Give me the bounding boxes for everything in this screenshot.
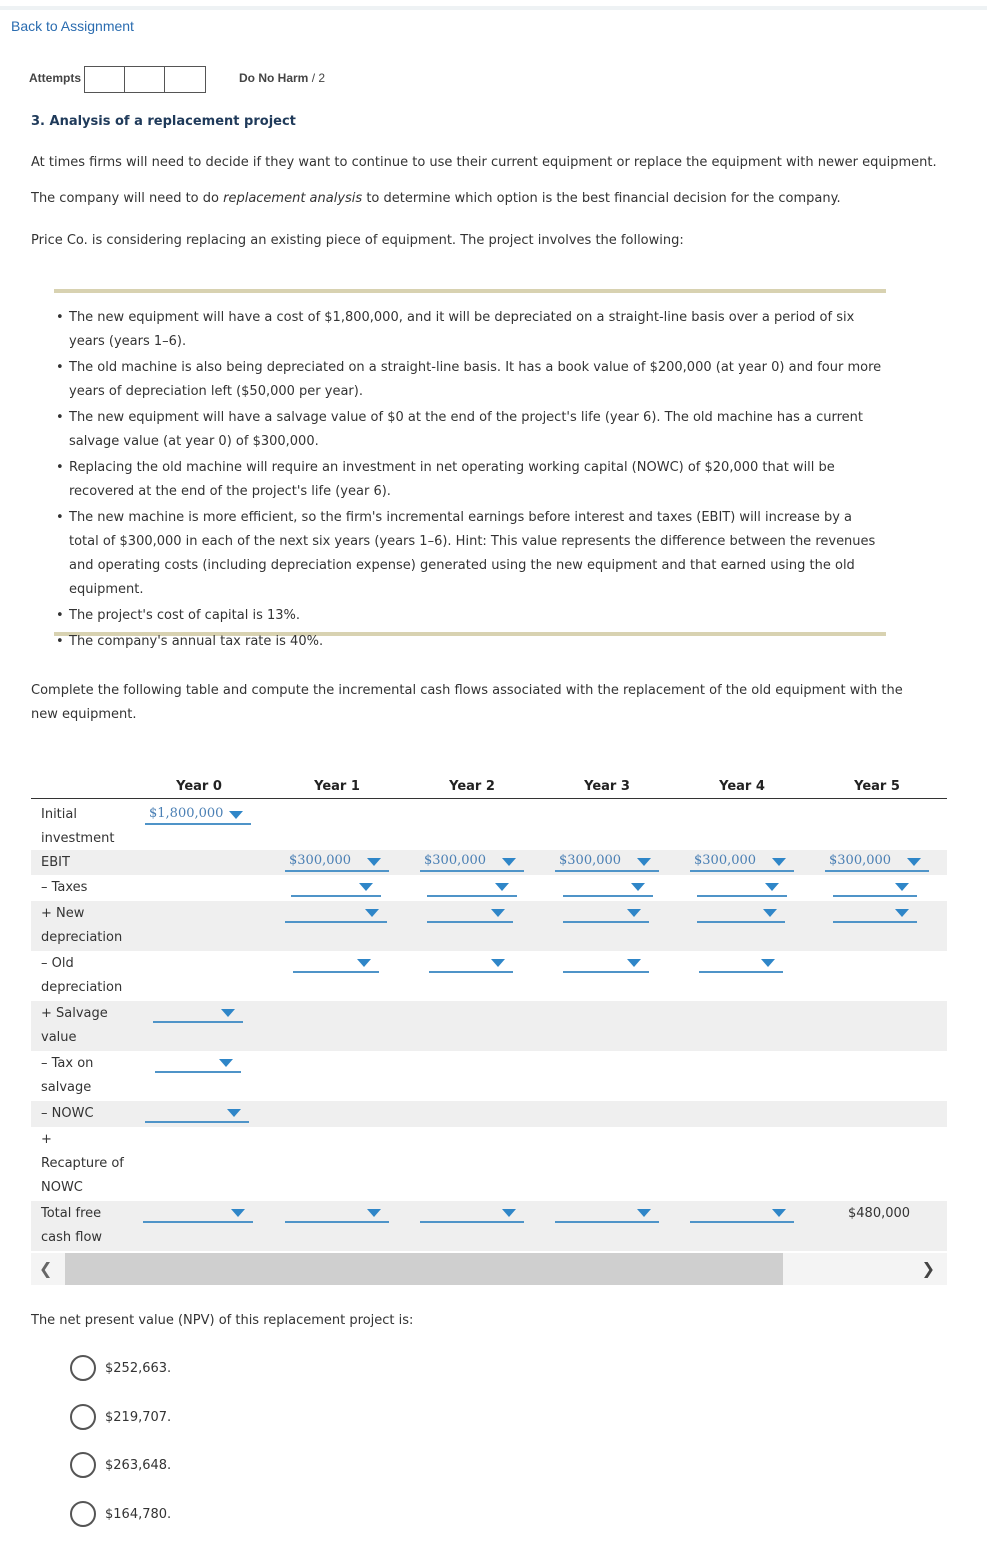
dropdown-arrow-icon [637, 858, 651, 866]
radio-button[interactable] [70, 1404, 96, 1430]
selected-value: $300,000 [559, 853, 622, 868]
radio-button[interactable] [70, 1452, 96, 1478]
total-y3-dropdown[interactable] [555, 1204, 659, 1223]
table-row-old-depreciation [31, 951, 947, 1001]
dropdown-arrow-icon [765, 883, 779, 891]
row-label: – Old depreciation [41, 956, 123, 995]
new-depreciation-y2-dropdown[interactable] [427, 904, 513, 923]
scroll-right-icon[interactable]: ❯ [921, 1259, 935, 1278]
dropdown-arrow-icon [367, 858, 381, 866]
new-depreciation-y5-dropdown[interactable] [833, 904, 917, 923]
row-label: Initial investment [41, 807, 115, 846]
total-y1-dropdown[interactable] [285, 1204, 389, 1223]
top-divider [0, 6, 987, 10]
year-4-header: Year 4 [719, 779, 765, 794]
table-row-initial-investment [31, 800, 947, 850]
year-1-header: Year 1 [314, 779, 360, 794]
old-depreciation-y4-dropdown[interactable] [699, 954, 783, 973]
year-0-header: Year 0 [176, 779, 222, 794]
dropdown-arrow-icon [627, 909, 641, 917]
dropdown-arrow-icon [627, 959, 641, 967]
dropdown-arrow-icon [502, 858, 516, 866]
ebit-y2-dropdown[interactable] [420, 853, 524, 872]
list-item: • The new equipment will have a salvage value of $0 at the end of the project's life (year 6). The old machine has a current salvage value (at year 0) of $300,000. [54, 406, 884, 454]
row-label: + New depreciation [41, 906, 123, 945]
dropdown-arrow-icon [637, 1209, 651, 1217]
dropdown-arrow-icon [495, 883, 509, 891]
taxes-y2-dropdown[interactable] [427, 878, 517, 897]
radio-button[interactable] [70, 1501, 96, 1527]
dropdown-arrow-icon [761, 959, 775, 967]
new-depreciation-y3-dropdown[interactable] [563, 904, 649, 923]
dropdown-arrow-icon [772, 1209, 786, 1217]
intro-paragraph-3: Price Co. is considering replacing an existing piece of equipment. The project involves the following: [31, 233, 684, 248]
dropdown-arrow-icon [895, 883, 909, 891]
dropdown-arrow-icon [631, 883, 645, 891]
attempt-boxes [84, 66, 206, 93]
project-details-list [54, 306, 884, 656]
question-title: 3. Analysis of a replacement project [31, 114, 296, 129]
new-depreciation-y4-dropdown[interactable] [697, 904, 785, 923]
ebit-y3-dropdown[interactable] [555, 853, 659, 872]
npv-question: The net present value (NPV) of this replacement project is: [31, 1313, 414, 1328]
ebit-y5-dropdown[interactable] [825, 853, 929, 872]
selected-value: $300,000 [424, 853, 487, 868]
attempts-label: Attempts [29, 71, 82, 85]
npv-option-2[interactable] [70, 1404, 171, 1430]
year-5-header: Year 5 [854, 779, 900, 794]
selected-value: $300,000 [289, 853, 352, 868]
attempt-box [165, 67, 205, 92]
dropdown-arrow-icon [359, 883, 373, 891]
do-no-harm-label [239, 71, 325, 85]
list-item: • The project's cost of capital is 13%. [54, 604, 884, 628]
year-2-header: Year 2 [449, 779, 495, 794]
radio-button[interactable] [70, 1355, 96, 1381]
row-label: – Taxes [41, 880, 88, 895]
dropdown-arrow-icon [365, 909, 379, 917]
dropdown-arrow-icon [491, 909, 505, 917]
intro-paragraph-1: At times firms will need to decide if they want to continue to use their current equipment or replace the equipment with newer equipment. [31, 155, 937, 170]
table-horizontal-scrollbar[interactable] [31, 1253, 947, 1285]
list-item: • The new equipment will have a cost of $1,800,000, and it will be depreciated on a straight-line basis over a period of six years (years 1–6). [54, 306, 884, 354]
row-label: Total free cash flow [41, 1206, 103, 1245]
row-label: EBIT [41, 855, 70, 870]
selected-value: $300,000 [694, 853, 757, 868]
total-y5-value: $480,000 [848, 1206, 911, 1221]
list-item: • The old machine is also being depreciated on a straight-line basis. It has a book value of $200,000 (at year 0) and four more years of depreciation left ($50,000 per year). [54, 356, 884, 404]
scroll-thumb[interactable] [65, 1253, 783, 1285]
do-no-harm-count: / 2 [311, 71, 326, 85]
npv-option-1[interactable] [70, 1355, 171, 1381]
year-3-header: Year 3 [584, 779, 630, 794]
taxes-y5-dropdown[interactable] [833, 878, 917, 897]
option-label: $263,648. [105, 1457, 172, 1473]
list-item: • Replacing the old machine will require an investment in net operating working capital (NOWC) of $20,000 that will be recovered at the end of the project's life (year 6). [54, 456, 884, 504]
dropdown-arrow-icon [772, 858, 786, 866]
dropdown-arrow-icon [502, 1209, 516, 1217]
p2-after: to determine which option is the best financial decision for the company. [362, 191, 841, 206]
ebit-y1-dropdown[interactable] [285, 853, 389, 872]
dropdown-arrow-icon [491, 959, 505, 967]
dropdown-arrow-icon [231, 1209, 245, 1217]
nowc-y0-dropdown[interactable] [145, 1104, 249, 1123]
total-y2-dropdown[interactable] [420, 1204, 524, 1223]
dropdown-arrow-icon [227, 1109, 241, 1117]
row-label: – NOWC [41, 1106, 94, 1121]
table-row-total-free-cash-flow [31, 1201, 947, 1251]
row-label: + Salvage value [41, 1006, 108, 1045]
table-row-recapture-nowc [31, 1127, 947, 1201]
list-item: • The new machine is more efficient, so the firm's incremental earnings before interest and taxes (EBIT) will increase by a total of $300,000 in each of the next six years (years 1–6). Hint: This value represents the difference between the revenues and operating costs (including depreciation expense) generated using the new equipment and that earned using the old equipment. [54, 506, 884, 602]
npv-option-4[interactable] [70, 1501, 171, 1527]
option-label: $252,663. [105, 1360, 172, 1376]
total-y0-dropdown[interactable] [143, 1204, 253, 1223]
do-no-harm-text: Do No Harm [239, 71, 309, 85]
dropdown-arrow-icon [763, 909, 777, 917]
scroll-left-icon[interactable]: ❮ [39, 1259, 53, 1278]
old-depreciation-y1-dropdown[interactable] [293, 954, 379, 973]
old-depreciation-y2-dropdown[interactable] [429, 954, 513, 973]
selected-value: $1,800,000 [149, 806, 224, 821]
option-label: $164,780. [105, 1506, 172, 1522]
attempt-box [85, 67, 125, 92]
row-label: – Tax on salvage [41, 1056, 94, 1095]
instruction-text: Complete the following table and compute the incremental cash flows associated with the replacement of the old equipment with the new equipment. [31, 683, 903, 722]
recapture-label: Recapture of NOWC [41, 1156, 124, 1195]
table-header [31, 775, 947, 799]
selected-value: $300,000 [829, 853, 892, 868]
taxes-y1-dropdown[interactable] [291, 878, 381, 897]
taxes-y3-dropdown[interactable] [563, 878, 653, 897]
project-details-box [54, 289, 886, 649]
ebit-y4-dropdown[interactable] [690, 853, 794, 872]
row-label [41, 1128, 131, 1200]
table-row-ebit [31, 850, 947, 875]
salvage-value-y0-dropdown[interactable] [153, 1004, 243, 1023]
dropdown-arrow-icon [895, 909, 909, 917]
old-depreciation-y3-dropdown[interactable] [563, 954, 649, 973]
total-y4-dropdown[interactable] [690, 1204, 794, 1223]
table-row-new-depreciation [31, 901, 947, 951]
recapture-plus-sign: + [41, 1132, 52, 1147]
tax-on-salvage-y0-dropdown[interactable] [155, 1054, 241, 1073]
initial-investment-y0-dropdown[interactable] [145, 806, 251, 825]
back-to-assignment-link[interactable]: Back to Assignment [11, 18, 134, 34]
intro-paragraph-2 [31, 191, 841, 206]
table-row-nowc [31, 1101, 947, 1127]
dropdown-arrow-icon [357, 959, 371, 967]
p2-emphasis: replacement analysis [223, 191, 363, 206]
dropdown-arrow-icon [229, 811, 243, 819]
attempt-box [125, 67, 165, 92]
table-row-salvage-value [31, 1001, 947, 1051]
npv-option-3[interactable] [70, 1452, 171, 1478]
dropdown-arrow-icon [219, 1059, 233, 1067]
new-depreciation-y1-dropdown[interactable] [285, 904, 387, 923]
dropdown-arrow-icon [367, 1209, 381, 1217]
table-row-taxes [31, 875, 947, 901]
dropdown-arrow-icon [221, 1009, 235, 1017]
option-label: $219,707. [105, 1409, 172, 1425]
table-row-tax-on-salvage [31, 1051, 947, 1101]
dropdown-arrow-icon [907, 858, 921, 866]
list-item: • The company's annual tax rate is 40%. [54, 630, 884, 654]
taxes-y4-dropdown[interactable] [697, 878, 787, 897]
p2-before: The company will need to do [31, 191, 224, 206]
cash-flow-table [31, 775, 947, 1250]
